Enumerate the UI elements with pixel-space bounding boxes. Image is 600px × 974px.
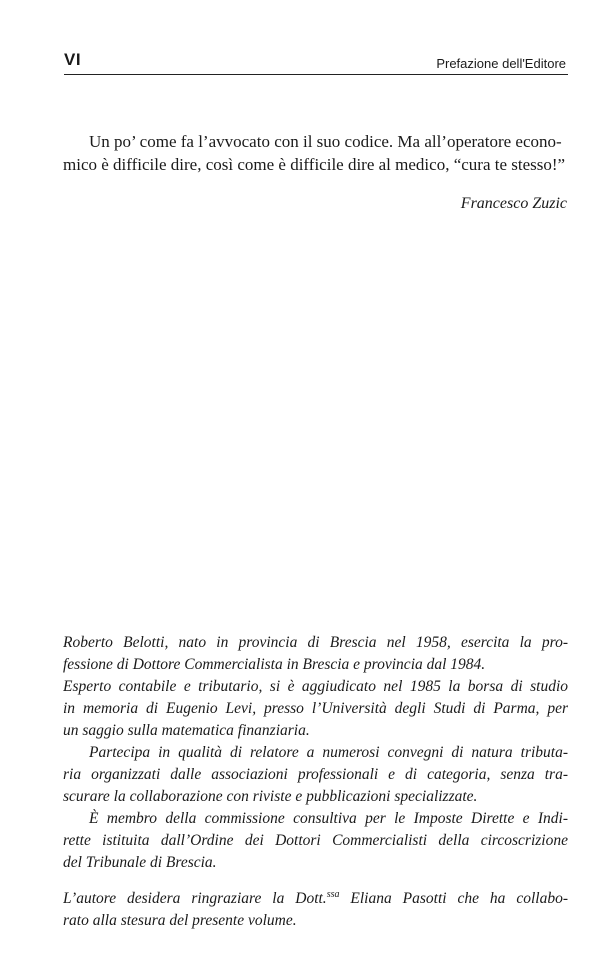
title-superscript: ssa <box>326 888 340 900</box>
thanks-text: L’autore desidera ringraziare la Dott. <box>63 890 327 907</box>
quote-line: mico è difficile dire, così come è difficile dire al medico, “cura te stesso!” <box>63 155 566 174</box>
page-number: VI <box>64 50 82 69</box>
thanks-line: rato alla stesura del presente volume. <box>63 912 297 929</box>
thanks-text: Eliana Pasotti che ha collabo- <box>339 890 568 907</box>
bio-line: Esperto contabile e tributario, si è aggiudicato nel 1985 la borsa di studio <box>63 678 568 695</box>
acknowledgement <box>63 888 568 932</box>
author-bio <box>63 632 568 874</box>
bio-line: È membro della commissione consultiva per le Imposte Dirette e Indi- <box>89 810 568 827</box>
bio-line: Partecipa in qualità di relatore a numerosi convegni di natura tributa- <box>89 744 568 761</box>
quote-block <box>63 130 567 176</box>
bio-line: rette istituita dall’Ordine dei Dottori Commercialisti della circoscrizione <box>63 832 568 849</box>
bio-line: in memoria di Eugenio Levi, presso l’Università degli Studi di Parma, per <box>63 700 568 717</box>
bio-line: Roberto Belotti, nato in provincia di Brescia nel 1958, esercita la pro- <box>63 634 568 651</box>
header-rule <box>64 74 568 75</box>
bio-line: ria organizzati dalle associazioni professionali e di categoria, senza tra- <box>63 766 568 783</box>
quote-author: Francesco Zuzic <box>460 195 567 212</box>
bio-line: fessione di Dottore Commercialista in Brescia e provincia dal 1984. <box>63 656 486 673</box>
quote-line: Un po’ come fa l’avvocato con il suo codice. Ma all’operatore econo- <box>89 132 562 151</box>
bio-line: scurare la collaborazione con riviste e pubblicazioni specializzate. <box>63 788 478 805</box>
thanks-line <box>63 888 568 910</box>
bio-line: del Tribunale di Brescia. <box>63 854 217 871</box>
running-header: Prefazione dell'Editore <box>436 56 566 71</box>
bio-line: un saggio sulla matematica finanziaria. <box>63 722 310 739</box>
